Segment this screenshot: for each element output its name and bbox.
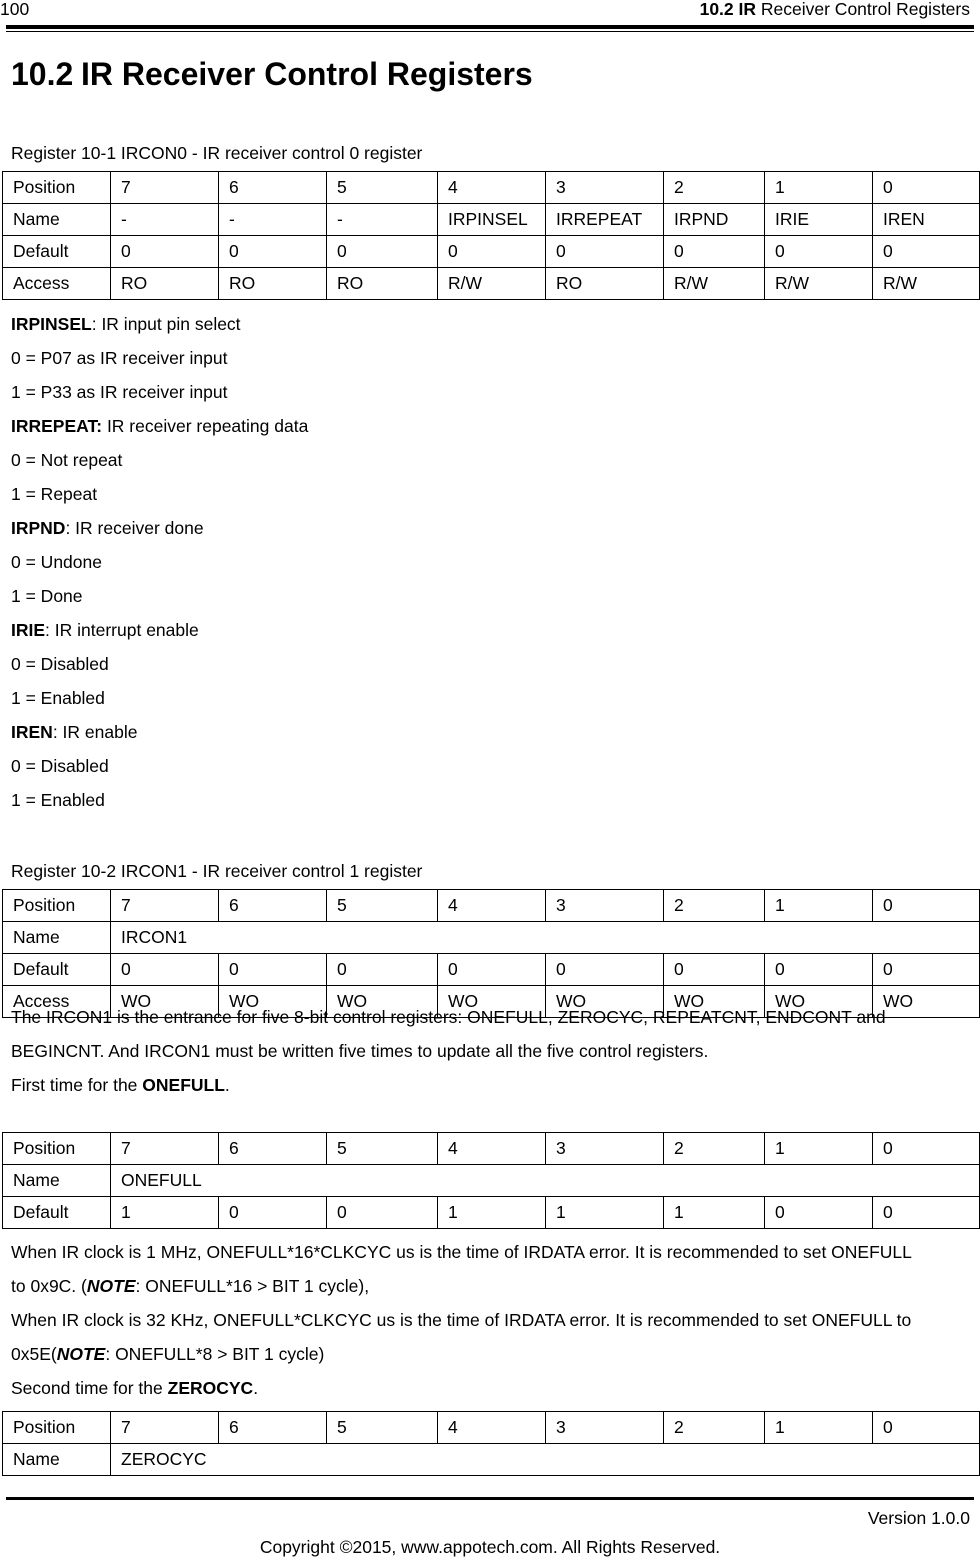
cell: 3 (546, 1412, 664, 1444)
cell: 0 (664, 954, 765, 986)
cell: 4 (438, 890, 546, 922)
cell: WO (327, 986, 438, 1018)
field-desc: IR receiver repeating data (102, 416, 309, 436)
cell: Name (3, 1444, 111, 1476)
cell: 3 (546, 172, 664, 204)
cell: 1 (765, 890, 873, 922)
cell: IRPINSEL (438, 204, 546, 236)
field-irpinsel (11, 307, 973, 341)
cell: 1 (438, 1197, 546, 1229)
page-number: 100 (0, 0, 30, 19)
table-row-position (3, 1412, 980, 1444)
cell: Name (3, 922, 111, 954)
cell: Access (3, 268, 111, 300)
cell: WO (664, 986, 765, 1018)
running-header (700, 0, 970, 20)
cell: 1 (765, 1133, 873, 1165)
cell: 7 (111, 1133, 219, 1165)
note-label: NOTE (86, 1276, 136, 1296)
cell: ZEROCYC (111, 1444, 980, 1476)
section-title: IR Receiver Control Registers (81, 56, 533, 92)
cell: 5 (327, 1412, 438, 1444)
cell: 0 (219, 954, 327, 986)
field-value: 1 = Repeat (11, 484, 98, 504)
field-name: IREN (11, 722, 53, 742)
table-row-access (3, 268, 980, 300)
cell: 7 (111, 890, 219, 922)
cell: 0 (546, 236, 664, 268)
lead-text: First time for the (11, 1075, 143, 1095)
field-desc: : IR receiver done (65, 518, 204, 538)
cell: - (219, 204, 327, 236)
field-irrepeat (11, 409, 973, 443)
field-desc: : IR enable (52, 722, 138, 742)
lead-punct: . (253, 1378, 259, 1398)
cell: 0 (438, 954, 546, 986)
cell: 1 (111, 1197, 219, 1229)
field-value: 0 = Not repeat (11, 450, 123, 470)
cell: WO (873, 986, 980, 1018)
cell: 6 (219, 1412, 327, 1444)
cell: 0 (765, 954, 873, 986)
cell: 1 (664, 1197, 765, 1229)
cell: Position (3, 890, 111, 922)
cell: Position (3, 1412, 111, 1444)
cell: 0 (765, 236, 873, 268)
cell: WO (546, 986, 664, 1018)
lead-text: Second time for the (11, 1378, 168, 1398)
cell: 7 (111, 1412, 219, 1444)
cell: 2 (664, 1412, 765, 1444)
field-name: IRPINSEL (11, 314, 92, 334)
table-row-name (3, 922, 980, 954)
lead-punct: . (224, 1075, 230, 1095)
field-desc: : IR input pin select (91, 314, 241, 334)
table-row-position (3, 1133, 980, 1165)
table-row-position (3, 172, 980, 204)
field-value: 0 = P07 as IR receiver input (11, 348, 228, 368)
cell: 5 (327, 172, 438, 204)
cell: 0 (219, 1197, 327, 1229)
cell: 0 (873, 1412, 980, 1444)
cell: RO (546, 268, 664, 300)
cell: 6 (219, 172, 327, 204)
cell: 0 (111, 954, 219, 986)
field-value: 0 = Disabled (11, 756, 109, 776)
cell: Name (3, 204, 111, 236)
cell: IRPND (664, 204, 765, 236)
cell: Access (3, 986, 111, 1018)
ircon1-intro (11, 1000, 973, 1102)
register-caption-ircon0: Register 10-1 IRCON0 - IR receiver control 0 register (11, 143, 423, 163)
cell: Default (3, 236, 111, 268)
cell: 0 (873, 1197, 980, 1229)
onefull-notes (11, 1235, 973, 1405)
zerocyc-lead (11, 1371, 973, 1405)
cell: 2 (664, 890, 765, 922)
cell: 3 (546, 890, 664, 922)
cell: 4 (438, 1412, 546, 1444)
field-value: 0 = Disabled (11, 654, 109, 674)
cell: IREN (873, 204, 980, 236)
onefull-lead (11, 1068, 973, 1102)
cell: Default (3, 1197, 111, 1229)
register-table-zerocyc (2, 1411, 980, 1476)
section-heading (11, 56, 533, 93)
cell: 0 (438, 236, 546, 268)
cell: 0 (873, 954, 980, 986)
cell: 7 (111, 172, 219, 204)
cell: - (111, 204, 219, 236)
cell: 4 (438, 172, 546, 204)
table-row-position (3, 890, 980, 922)
cell: 6 (219, 1133, 327, 1165)
cell: 6 (219, 890, 327, 922)
cell: 0 (873, 1133, 980, 1165)
cell: 0 (546, 954, 664, 986)
cell: 0 (111, 236, 219, 268)
cell: IRCON1 (111, 922, 980, 954)
paragraph-line: The IRCON1 is the entrance for five 8-bit control registers: ONEFULL, ZEROCYC, REPEATCNT, ENDCONT and (11, 1007, 886, 1027)
cell: 3 (546, 1133, 664, 1165)
cell: 1 (765, 172, 873, 204)
note-text: : ONEFULL*16 > BIT 1 cycle), (135, 1276, 370, 1296)
note-text: 0x5E( (11, 1344, 57, 1364)
lead-bold: ZEROCYC (167, 1378, 254, 1398)
register-table-ircon0 (2, 171, 980, 300)
cell: 0 (873, 236, 980, 268)
field-desc: : IR interrupt enable (45, 620, 199, 640)
table-row-default (3, 236, 980, 268)
running-header-rest: Receiver Control Registers (756, 0, 970, 19)
table-row-default (3, 1197, 980, 1229)
field-name: IRIE (11, 620, 46, 640)
cell: 0 (219, 236, 327, 268)
cell: 0 (873, 172, 980, 204)
cell: WO (438, 986, 546, 1018)
field-irie (11, 613, 973, 647)
field-value: 1 = Enabled (11, 790, 105, 810)
cell: 5 (327, 890, 438, 922)
cell: 2 (664, 1133, 765, 1165)
cell: WO (219, 986, 327, 1018)
register-caption-ircon1: Register 10-2 IRCON1 - IR receiver control 1 register (11, 861, 423, 881)
cell: ONEFULL (111, 1165, 980, 1197)
paragraph-line: BEGINCNT. And IRCON1 must be written five times to update all the five control registers. (11, 1041, 709, 1061)
cell: RO (327, 268, 438, 300)
header-rule-thin (6, 31, 974, 32)
field-value: 1 = Done (11, 586, 83, 606)
field-descriptions (11, 307, 973, 817)
cell: Position (3, 1133, 111, 1165)
copyright: Copyright ©2015, www.appotech.com. All Rights Reserved. (259, 1537, 721, 1557)
note-text: : ONEFULL*8 > BIT 1 cycle) (105, 1344, 325, 1364)
field-value: 1 = P33 as IR receiver input (11, 382, 228, 402)
paragraph-line (11, 1337, 973, 1371)
table-row-default (3, 954, 980, 986)
cell: 4 (438, 1133, 546, 1165)
register-table-ircon1 (2, 889, 980, 1018)
cell: 0 (765, 1197, 873, 1229)
cell: 0 (327, 236, 438, 268)
cell: 0 (873, 890, 980, 922)
section-number: 10.2 (11, 56, 74, 92)
cell: Position (3, 172, 111, 204)
running-header-bold: 10.2 IR (699, 0, 757, 19)
cell: 0 (327, 1197, 438, 1229)
cell: 0 (327, 954, 438, 986)
lead-bold: ONEFULL (142, 1075, 225, 1095)
table-row-name (3, 1165, 980, 1197)
register-table-onefull (2, 1132, 980, 1229)
field-iren (11, 715, 973, 749)
cell: R/W (438, 268, 546, 300)
paragraph-line: When IR clock is 32 KHz, ONEFULL*CLKCYC us is the time of IRDATA error. It is recommended to set ONEFULL to (11, 1310, 912, 1330)
cell: RO (111, 268, 219, 300)
field-name: IRREPEAT: (11, 416, 103, 436)
cell: R/W (765, 268, 873, 300)
table-row-name (3, 1444, 980, 1476)
note-label: NOTE (56, 1344, 106, 1364)
cell: 2 (664, 172, 765, 204)
field-name: IRPND (11, 518, 66, 538)
cell: Default (3, 954, 111, 986)
field-value: 1 = Enabled (11, 688, 105, 708)
cell: IRIE (765, 204, 873, 236)
header-rule (6, 25, 974, 29)
version-label: Version 1.0.0 (867, 1508, 970, 1528)
cell: - (327, 204, 438, 236)
cell: RO (219, 268, 327, 300)
cell: 1 (546, 1197, 664, 1229)
paragraph-line: When IR clock is 1 MHz, ONEFULL*16*CLKCYC us is the time of IRDATA error. It is recommended to set ONEFULL (11, 1242, 912, 1262)
cell: R/W (664, 268, 765, 300)
cell: WO (111, 986, 219, 1018)
footer-rule (6, 1497, 974, 1500)
note-text: to 0x9C. ( (11, 1276, 87, 1296)
cell: Name (3, 1165, 111, 1197)
field-irpnd (11, 511, 973, 545)
cell: WO (765, 986, 873, 1018)
cell: 5 (327, 1133, 438, 1165)
cell: R/W (873, 268, 980, 300)
cell: IRREPEAT (546, 204, 664, 236)
field-value: 0 = Undone (11, 552, 102, 572)
cell: 0 (664, 236, 765, 268)
cell: 1 (765, 1412, 873, 1444)
table-row-name (3, 204, 980, 236)
paragraph-line (11, 1269, 973, 1303)
